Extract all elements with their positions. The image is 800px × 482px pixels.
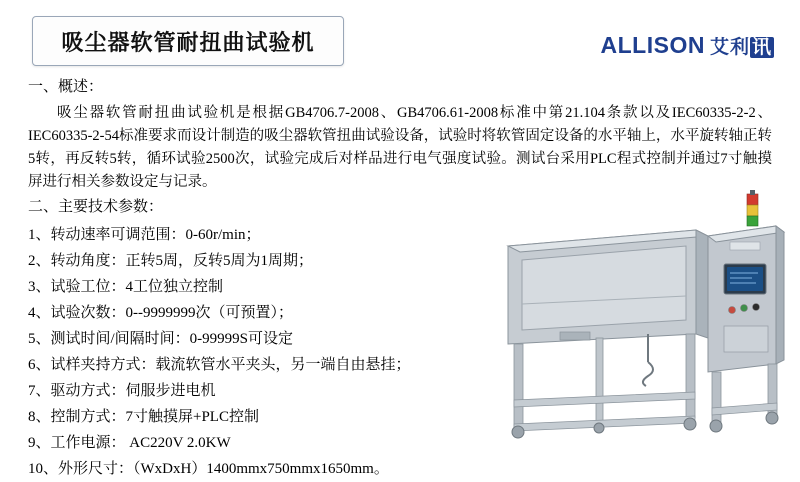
- brand-logo-cn-boxed: 讯: [751, 37, 772, 58]
- brand-logo: [601, 32, 774, 59]
- list-item: 2、转动角度：正转5周，反转5周为1周期；: [28, 253, 314, 269]
- list-item: 8、控制方式：7寸触摸屏+PLC控制: [28, 409, 259, 425]
- test-machine-photo: [500, 186, 792, 444]
- list-item: 3、试验工位：4工位独立控制: [28, 279, 224, 295]
- list-item: 9、工作电源： AC220V 2.0KW: [28, 435, 231, 451]
- brand-logo-en: ALLISON: [600, 32, 705, 58]
- overview-heading: 一、概述：: [28, 79, 104, 95]
- page-title: 吸尘器软管耐扭曲试验机: [61, 29, 315, 55]
- params-heading: 二、主要技术参数：: [28, 199, 164, 215]
- list-item: 1、转动速率可调范围：0-60r/min；: [28, 227, 261, 243]
- list-item: 6、试样夹持方式：载流软管水平夹头，另一端自由悬挂；: [28, 357, 411, 373]
- overview-paragraph: 吸尘器软管耐扭曲试验机是根据GB4706.7-2008、GB4706.61-2008标准中第21.104条款以及IEC60335-2-2、IEC60335-2-54标准要求而设计制造的吸尘器软管扭曲试验设备，试验时将软管固定设备的水平轴上，水平旋转轴正转5转，再反转5转，循环试验2500次，试验完成后对样品进行电气强度试验。测试台采用PLC程式控制并通过7寸触摸屏进行相关参数设定与记录。: [28, 105, 772, 190]
- page-title-box: [32, 16, 344, 66]
- brand-logo-cn-text: 艾利: [709, 37, 750, 58]
- brand-logo-cn: [710, 32, 774, 59]
- list-item: 10、外形尺寸：（WxDxH）1400mmx750mmx1650mm。: [28, 461, 389, 477]
- list-item: 4、试验次数：0--9999999次（可预置）；: [28, 305, 293, 321]
- list-item: 5、测试时间/间隔时间：0-99999S可设定: [28, 331, 294, 347]
- list-item: 7、驱动方式：伺服步进电机: [28, 383, 216, 399]
